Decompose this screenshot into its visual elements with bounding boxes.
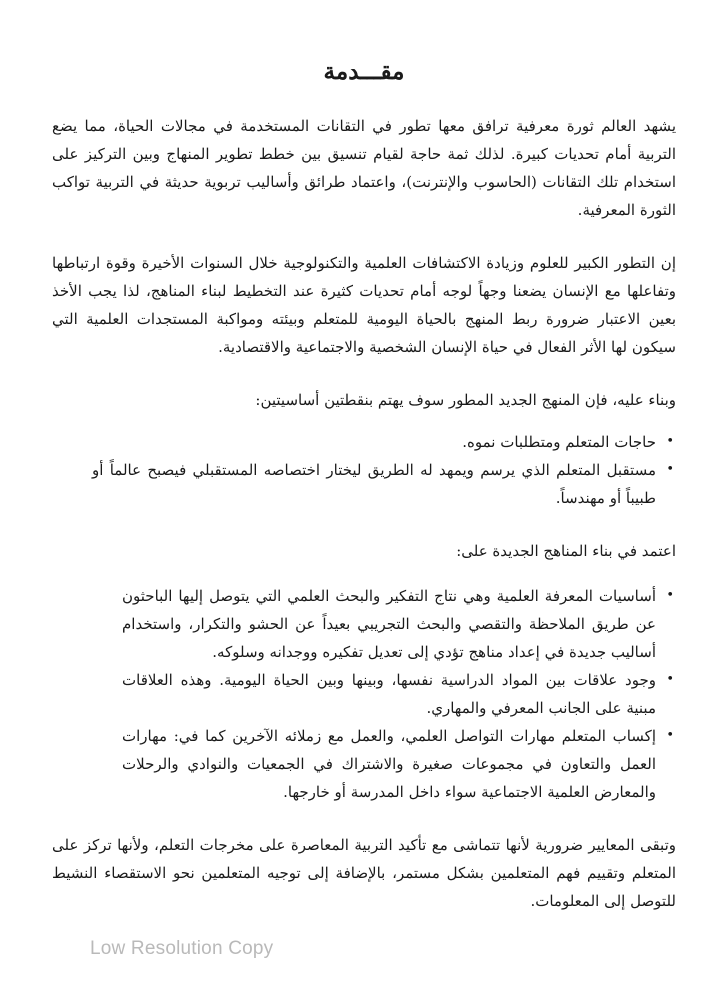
intro-paragraph-1: يشهد العالم ثورة معرفية ترافق معها تطور في التقانات المستخدمة في مجالات الحياة، مما يضع التربية أمام تحديات كبيرة. لذلك ثمة حاجة لقيام تنسيق بين خطط تطوير المنهاج وبين التركيز على استخدام تلك التقانات (الحاسوب والإنترنت)، واعتماد طرائق وأساليب تربوية حديثة في التربية تواكب الثورة المعرفية. xyxy=(52,117,676,219)
lead-paragraph-1: وبناء عليه، فإن المنهج الجديد المطور سوف يهتم بنقطتين أساسيتين: xyxy=(255,391,676,409)
list-item-text: إكساب المتعلم مهارات التواصل العلمي، والعمل مع زملائه الآخرين كما في: مهارات العمل والتعاون في مجموعات صغيرة والاشتراك في الجمعيات والنوادي والرحلات والمعارض العلمية الاجتماعية سواء داخل المدرسة أو خارجها. xyxy=(122,727,656,801)
bullet-icon: • xyxy=(666,588,674,603)
list-item xyxy=(122,582,676,666)
bullet-icon: • xyxy=(666,434,674,449)
page-title: مقـــدمة xyxy=(323,58,405,85)
intro-paragraph-2: إن التطور الكبير للعلوم وزيادة الاكتشافات العلمية والتكنولوجية خلال السنوات الأخيرة وقوة ارتباطها وتفاعلها مع الإنسان يضعنا وجهاً لوجه أمام تحديات كثيرة عند التخطيط لبناء المناهج، لذا يجب الأخذ بعين الاعتبار ضرورة ربط المنهج بالحياة اليومية للمتعلم وبيئته ومواكبة المستجدات العلمية التي سيكون لها الأثر الفعال في حياة الإنسان الشخصية والاجتماعية والاقتصادية. xyxy=(52,254,676,356)
list-item-text: وجود علاقات بين المواد الدراسية نفسها، وبينها وبين الحياة اليومية. وهذه العلاقات مبنية على الجانب المعرفي والمهاري. xyxy=(122,671,656,717)
watermark-text: Low Resolution Copy xyxy=(90,938,274,959)
list-item xyxy=(122,666,676,722)
lead-paragraph-2: اعتمد في بناء المناهج الجديدة على: xyxy=(456,542,676,560)
bullet-icon: • xyxy=(666,728,674,743)
list-item-text: حاجات المتعلم ومتطلبات نموه. xyxy=(462,433,656,451)
list-item-text: مستقبل المتعلم الذي يرسم ويمهد له الطريق ليختار اختصاصه المستقبلي فيصبح عالماً أو طبيباً أو مهندساً. xyxy=(92,461,656,507)
bullet-icon: • xyxy=(666,462,674,477)
bullet-list-2 xyxy=(52,582,676,806)
bullet-list-1 xyxy=(52,428,676,512)
list-item xyxy=(92,428,676,456)
list-item-text: أساسيات المعرفة العلمية وهي نتاج التفكير والبحث العلمي التي يتوصل إليها الباحثون عن طريق الملاحظة والتقصي والبحث التجريبي بعيداً عن الحشو والتكرار، واستخدام أساليب جديدة في إعداد مناهج تؤدي إلى تعديل تفكيره ووجدانه وسلوكه. xyxy=(122,587,656,661)
bullet-icon: • xyxy=(666,672,674,687)
document-body xyxy=(52,112,676,915)
list-item xyxy=(92,456,676,512)
closing-paragraph: وتبقى المعايير ضرورية لأنها تتماشى مع تأكيد التربية المعاصرة على مخرجات التعلم، ولأنها تركز على المتعلم وتقييم فهم المتعلمين بشكل مستمر، بالإضافة إلى توجيه المتعلمين نحو الاستقصاء النشيط للتوصل إلى المعلومات. xyxy=(52,836,676,910)
list-item xyxy=(122,722,676,806)
